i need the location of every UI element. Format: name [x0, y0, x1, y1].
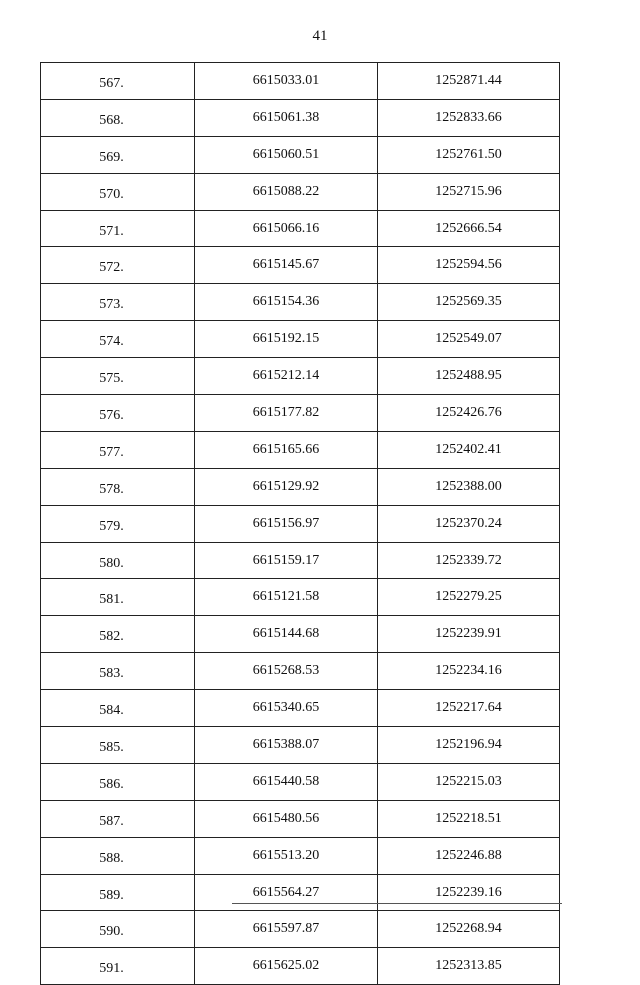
- table-row: [41, 690, 560, 727]
- x-coordinate-cell: 6615177.82: [195, 395, 378, 432]
- table-row: [41, 284, 560, 321]
- y-coordinate-cell: 1252594.56: [378, 247, 560, 284]
- table-row: [41, 63, 560, 100]
- table-row: [41, 763, 560, 800]
- table-row: [41, 911, 560, 948]
- y-coordinate-cell: 1252246.88: [378, 837, 560, 874]
- table-row: [41, 99, 560, 136]
- x-coordinate-cell: 6615159.17: [195, 542, 378, 579]
- table-row: [41, 358, 560, 395]
- x-coordinate-cell: 6615212.14: [195, 358, 378, 395]
- y-coordinate-cell: 1252218.51: [378, 800, 560, 837]
- point-number-cell: 575.: [41, 358, 195, 395]
- x-coordinate-cell: 6615564.27: [195, 874, 378, 911]
- y-coordinate-cell: 1252549.07: [378, 321, 560, 358]
- point-number-cell: 578.: [41, 468, 195, 505]
- x-coordinate-cell: 6615129.92: [195, 468, 378, 505]
- x-coordinate-cell: 6615597.87: [195, 911, 378, 948]
- y-coordinate-cell: 1252488.95: [378, 358, 560, 395]
- point-number-cell: 577.: [41, 431, 195, 468]
- point-number-cell: 586.: [41, 763, 195, 800]
- table-row: [41, 874, 560, 911]
- y-coordinate-cell: 1252196.94: [378, 727, 560, 764]
- y-coordinate-cell: 1252871.44: [378, 63, 560, 100]
- page-bottom-rule: [232, 903, 562, 904]
- point-number-cell: 590.: [41, 911, 195, 948]
- point-number-cell: 582.: [41, 616, 195, 653]
- table-row: [41, 542, 560, 579]
- x-coordinate-cell: 6615625.02: [195, 948, 378, 985]
- y-coordinate-cell: 1252239.91: [378, 616, 560, 653]
- point-number-cell: 589.: [41, 874, 195, 911]
- table-row: [41, 210, 560, 247]
- table-row: [41, 505, 560, 542]
- y-coordinate-cell: 1252402.41: [378, 431, 560, 468]
- point-number-cell: 567.: [41, 63, 195, 100]
- point-number-cell: 568.: [41, 99, 195, 136]
- y-coordinate-cell: 1252370.24: [378, 505, 560, 542]
- table-row: [41, 136, 560, 173]
- point-number-cell: 585.: [41, 727, 195, 764]
- point-number-cell: 580.: [41, 542, 195, 579]
- x-coordinate-cell: 6615192.15: [195, 321, 378, 358]
- point-number-cell: 583.: [41, 653, 195, 690]
- x-coordinate-cell: 6615268.53: [195, 653, 378, 690]
- y-coordinate-cell: 1252388.00: [378, 468, 560, 505]
- x-coordinate-cell: 6615388.07: [195, 727, 378, 764]
- x-coordinate-cell: 6615033.01: [195, 63, 378, 100]
- y-coordinate-cell: 1252234.16: [378, 653, 560, 690]
- x-coordinate-cell: 6615066.16: [195, 210, 378, 247]
- x-coordinate-cell: 6615513.20: [195, 837, 378, 874]
- table-row: [41, 727, 560, 764]
- x-coordinate-cell: 6615165.66: [195, 431, 378, 468]
- x-coordinate-cell: 6615156.97: [195, 505, 378, 542]
- y-coordinate-cell: 1252761.50: [378, 136, 560, 173]
- y-coordinate-cell: 1252279.25: [378, 579, 560, 616]
- y-coordinate-cell: 1252666.54: [378, 210, 560, 247]
- point-number-cell: 591.: [41, 948, 195, 985]
- point-number-cell: 581.: [41, 579, 195, 616]
- point-number-cell: 587.: [41, 800, 195, 837]
- table-row: [41, 173, 560, 210]
- x-coordinate-cell: 6615060.51: [195, 136, 378, 173]
- x-coordinate-cell: 6615061.38: [195, 99, 378, 136]
- point-number-cell: 570.: [41, 173, 195, 210]
- page-number: 41: [312, 28, 328, 44]
- coordinates-table-body: [41, 63, 560, 985]
- point-number-cell: 588.: [41, 837, 195, 874]
- x-coordinate-cell: 6615121.58: [195, 579, 378, 616]
- point-number-cell: 569.: [41, 136, 195, 173]
- y-coordinate-cell: 1252833.66: [378, 99, 560, 136]
- x-coordinate-cell: 6615340.65: [195, 690, 378, 727]
- y-coordinate-cell: 1252569.35: [378, 284, 560, 321]
- y-coordinate-cell: 1252313.85: [378, 948, 560, 985]
- y-coordinate-cell: 1252239.16: [378, 874, 560, 911]
- x-coordinate-cell: 6615154.36: [195, 284, 378, 321]
- y-coordinate-cell: 1252426.76: [378, 395, 560, 432]
- table-row: [41, 948, 560, 985]
- point-number-cell: 579.: [41, 505, 195, 542]
- coordinates-table: [40, 62, 560, 985]
- x-coordinate-cell: 6615145.67: [195, 247, 378, 284]
- table-row: [41, 616, 560, 653]
- table-row: [41, 579, 560, 616]
- table-row: [41, 247, 560, 284]
- y-coordinate-cell: 1252215.03: [378, 763, 560, 800]
- y-coordinate-cell: 1252339.72: [378, 542, 560, 579]
- table-row: [41, 395, 560, 432]
- point-number-cell: 571.: [41, 210, 195, 247]
- y-coordinate-cell: 1252217.64: [378, 690, 560, 727]
- table-row: [41, 800, 560, 837]
- table-row: [41, 431, 560, 468]
- point-number-cell: 573.: [41, 284, 195, 321]
- x-coordinate-cell: 6615144.68: [195, 616, 378, 653]
- point-number-cell: 584.: [41, 690, 195, 727]
- table-row: [41, 653, 560, 690]
- point-number-cell: 574.: [41, 321, 195, 358]
- point-number-cell: 576.: [41, 395, 195, 432]
- x-coordinate-cell: 6615480.56: [195, 800, 378, 837]
- table-row: [41, 321, 560, 358]
- y-coordinate-cell: 1252715.96: [378, 173, 560, 210]
- x-coordinate-cell: 6615440.58: [195, 763, 378, 800]
- point-number-cell: 572.: [41, 247, 195, 284]
- table-row: [41, 837, 560, 874]
- x-coordinate-cell: 6615088.22: [195, 173, 378, 210]
- y-coordinate-cell: 1252268.94: [378, 911, 560, 948]
- table-row: [41, 468, 560, 505]
